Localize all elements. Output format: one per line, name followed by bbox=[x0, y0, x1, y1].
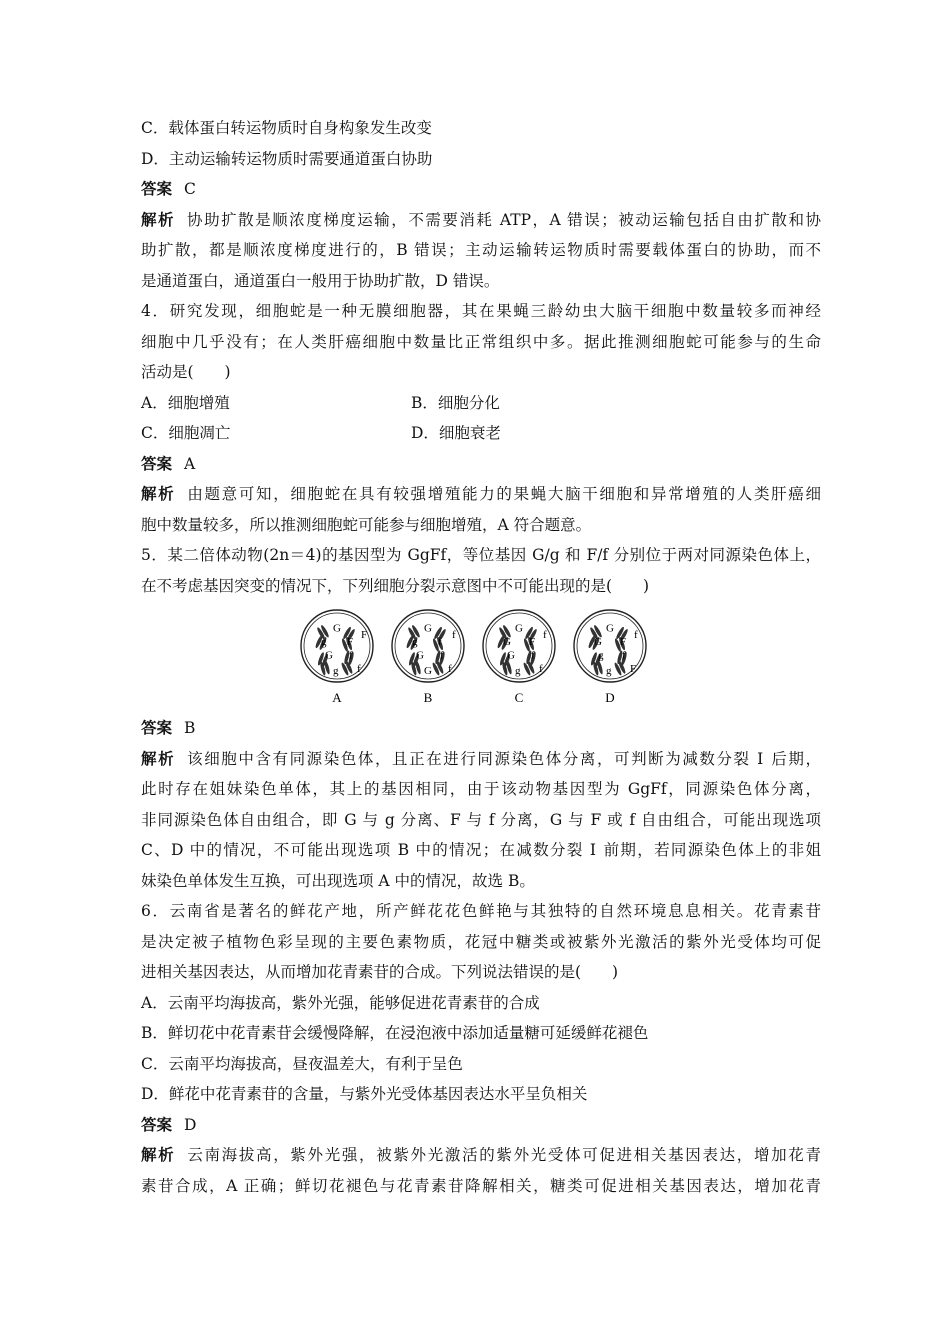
answer-value: D bbox=[184, 1115, 197, 1134]
q6-option-d: D．鲜花中花青素苷的含量，与紫外光受体基因表达水平呈负相关 bbox=[141, 1085, 588, 1103]
gene-label: F bbox=[529, 635, 536, 648]
analysis-label: 解析 bbox=[141, 748, 176, 768]
cell-diagrams bbox=[299, 606, 669, 708]
q4-option-d: D．细胞衰老 bbox=[411, 424, 501, 442]
answer-value: B bbox=[184, 719, 196, 737]
gene-label: f bbox=[531, 649, 535, 662]
cell-caption: A bbox=[332, 690, 342, 705]
cell-diagram bbox=[301, 610, 373, 705]
gene-label: G bbox=[515, 622, 523, 635]
gene-label: f bbox=[438, 635, 442, 648]
q4-option-c: C．细胞凋亡 bbox=[141, 424, 231, 442]
gene-label: G bbox=[416, 649, 424, 662]
q6-option-c: C．云南平均海拔高，昼夜温差大，有利于呈色 bbox=[141, 1054, 463, 1073]
q3-option-c: C．载体蛋白转运物质时自身构象发生改变 bbox=[141, 119, 432, 137]
q4-stem-line: 活动是( ) bbox=[141, 363, 231, 381]
gene-label: f bbox=[448, 663, 452, 676]
gene-label: G bbox=[507, 649, 515, 662]
cell-caption: C bbox=[514, 690, 524, 705]
q5-analysis-line: 解析 该细胞中含有同源染色体，且正在进行同源染色体分离，可判断为减数分裂 Ⅰ 后期， bbox=[141, 748, 821, 768]
q6-answer bbox=[141, 1115, 821, 1135]
gene-label: G bbox=[424, 664, 432, 677]
chromosome bbox=[410, 660, 421, 676]
gene-label: g bbox=[333, 664, 339, 677]
q4-analysis-line: 解析 由题意可知，细胞蛇在具有较强增殖能力的果蝇大脑干细胞和异常增殖的人类肝癌细 bbox=[141, 484, 821, 503]
cell-diagram bbox=[392, 610, 464, 705]
gene-label: f bbox=[440, 649, 444, 662]
gene-label: F bbox=[630, 663, 637, 676]
q4-stem-line: 4．研究发现，细胞蛇是一种无膜细胞器，其在果蝇三龄幼虫大脑干细胞中数量较多而神经 bbox=[141, 302, 821, 320]
gene-label: G bbox=[606, 622, 614, 635]
chromosome bbox=[501, 660, 512, 676]
answer-value: C bbox=[184, 180, 196, 198]
cell-diagram bbox=[574, 610, 646, 705]
q5-analysis-line: 非同源染色体自由组合，即 G 与 g 分离、F 与 f 分离，G 与 F 或 f 自由组合，可能出现选项 bbox=[141, 810, 821, 829]
q4-option-a: A．细胞增殖 bbox=[141, 393, 230, 412]
gene-label: f bbox=[543, 629, 547, 642]
q4-options-row bbox=[141, 423, 821, 443]
gene-label: F bbox=[347, 635, 354, 648]
gene-label: F bbox=[620, 635, 627, 648]
q6-stem-line: 进相关基因表达，从而增加花青素苷的合成。下列说法错误的是( ) bbox=[141, 963, 619, 981]
q6-stem-line: 是决定被子植物色彩呈现的主要色素物质，花冠中糖类或被紫外光激活的紫外光受体均可促 bbox=[141, 932, 821, 951]
answer-label: 答案 bbox=[141, 718, 173, 737]
gene-label: f bbox=[634, 629, 638, 642]
gene-label: f bbox=[349, 649, 353, 662]
gene-label: F bbox=[361, 629, 368, 642]
q5-analysis-line: 妹染色单体发生互换，可出现选项 A 中的情况，故选 B。 bbox=[141, 871, 535, 890]
gene-label: G bbox=[333, 622, 341, 635]
answer-label: 答案 bbox=[141, 179, 173, 198]
answer-label: 答案 bbox=[141, 453, 173, 473]
cell-diagram bbox=[483, 610, 555, 705]
gene-label: G bbox=[594, 635, 602, 648]
q3-answer bbox=[141, 179, 821, 199]
gene-label: g bbox=[412, 635, 418, 648]
gene-label: g bbox=[515, 664, 521, 677]
q5-stem-line: 在不考虑基因突变的情况下，下列细胞分裂示意图中不可能出现的是( ) bbox=[141, 576, 650, 595]
q6-stem-line: 6．云南省是著名的鲜花产地，所产鲜花花色鲜艳与其独特的自然环境息息相关。花青素苷 bbox=[141, 902, 821, 920]
q5-analysis-line: C、D 中的情况，不可能出现选项 B 中的情况；在减数分裂 Ⅰ 前期，若同源染色体上的非姐 bbox=[141, 841, 821, 859]
q4-analysis-line: 胞中数量较多，所以推测细胞蛇可能参与细胞增殖，A 符合题意。 bbox=[141, 515, 592, 534]
cell-caption: D bbox=[605, 690, 615, 705]
cell-division-figure bbox=[141, 606, 821, 708]
q3-analysis-line: 是通道蛋白，通道蛋白一般用于协助扩散，D 错误。 bbox=[141, 271, 500, 290]
gene-label: g bbox=[598, 649, 604, 662]
q6-option-a: A．云南平均海拔高，紫外光强，能够促进花青素苷的合成 bbox=[141, 993, 540, 1012]
gene-label: f bbox=[357, 663, 361, 676]
gene-label: g bbox=[321, 635, 327, 648]
q5-stem-line: 5．某二倍体动物(2n＝4)的基因型为 GgFf，等位基因 G/g 和 F/f 分别位于两对同源染色体上， bbox=[141, 546, 821, 564]
q4-options-row bbox=[141, 393, 821, 413]
analysis-label: 解析 bbox=[141, 1145, 176, 1164]
q4-stem-line: 细胞中几乎没有；在人类肝癌细胞中数量比正常组织中多。据此推测细胞蛇可能参与的生命 bbox=[141, 332, 821, 351]
cell-caption: B bbox=[423, 690, 433, 705]
gene-label: f bbox=[539, 663, 543, 676]
q5-answer bbox=[141, 718, 821, 738]
q5-analysis-line: 此时存在姐妹染色单体，其上的基因相同，由于该动物基因型为 GgFf，同源染色体分离， bbox=[141, 780, 821, 798]
q6-option-b: B．鲜切花中花青素苷会缓慢降解，在浸泡液中添加适量糖可延缓鲜花褪色 bbox=[141, 1024, 649, 1042]
gene-label: f bbox=[452, 629, 456, 642]
q3-analysis-line: 解析 协助扩散是顺浓度梯度运输，不需要消耗 ATP，A 错误；被动运输包括自由扩散和协 bbox=[141, 209, 821, 229]
answer-value: A bbox=[184, 454, 196, 473]
chromosome bbox=[319, 660, 330, 676]
gene-label: G bbox=[424, 622, 432, 635]
analysis-label: 解析 bbox=[141, 484, 176, 503]
answer-label: 答案 bbox=[141, 1114, 173, 1134]
q4-answer bbox=[141, 454, 821, 474]
gene-label: G bbox=[503, 635, 511, 648]
q6-analysis-line: 素苷合成，A 正确；鲜切花褪色与花青素苷降解相关，糖类可促进相关基因表达，增加花青 bbox=[141, 1176, 821, 1195]
gene-label: G bbox=[325, 649, 333, 662]
q3-option-d: D．主动运输转运物质时需要通道蛋白协助 bbox=[141, 149, 433, 168]
q4-option-b: B．细胞分化 bbox=[411, 393, 500, 412]
gene-label: g bbox=[606, 664, 612, 677]
q3-analysis-line: 助扩散，都是顺浓度梯度进行的，B 错误；主动运输转运物质时需要载体蛋白的协助，而不 bbox=[141, 241, 821, 259]
q6-analysis-line: 解析 云南海拔高，紫外光强，被紫外光激活的紫外光受体可促进相关基因表达，增加花青 bbox=[141, 1145, 821, 1164]
document-page bbox=[141, 118, 821, 1206]
chromosome bbox=[592, 660, 603, 676]
analysis-label: 解析 bbox=[141, 209, 176, 229]
gene-label: f bbox=[622, 649, 626, 662]
